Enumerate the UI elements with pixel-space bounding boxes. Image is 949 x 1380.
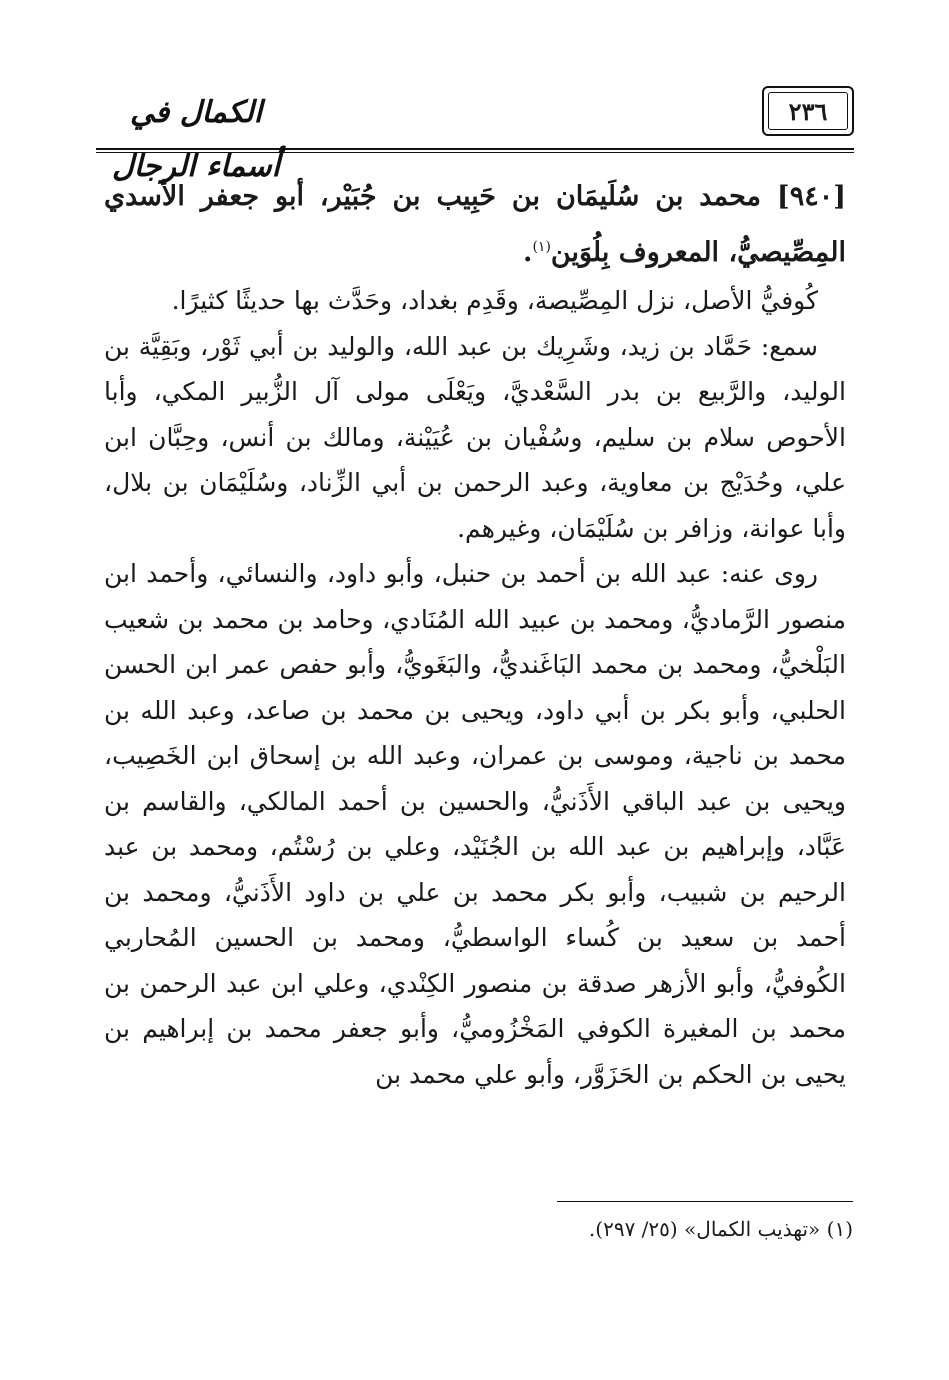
page-number-box xyxy=(762,86,854,136)
entry-heading-end: . xyxy=(523,237,533,268)
footnote: (١) «تهذيب الكمال» (٢٥/ ٢٩٧). xyxy=(588,1217,853,1241)
book-title: الكمال في أسماء الرجال xyxy=(111,95,281,184)
paragraph-students: روى عنه: عبد الله بن أحمد بن حنبل، وأبو داود، والنسائي، وأحمد ابن منصور الرَّماديُّ، ومحمد بن عبيد الله المُنَادي، وحامد بن محمد بن شعيب البَلْخيُّ، ومحمد بن محمد البَاغَنديُّ، والبَغَويُّ، وأبو حفص عمر ابن الحسن الحلبي، وأبو بكر بن أبي داود، ويحيى بن محمد بن صاعد، وعبد الله بن محمد بن ناجية، وموسى بن عمران، وعبد الله بن إسحاق ابن الخَصِيب، ويحيى بن عبد الباقي الأَذَنيُّ، والحسين بن أحمد المالكي، والقاسم بن عَبَّاد، وإبراهيم بن عبد الله بن الجُنَيْد، وعلي بن رُسْتُم، ومحمد بن عبد الرحيم بن شبيب، وأبو بكر محمد بن علي بن داود الأَذَنيُّ، ومحمد بن أحمد بن سعيد بن كُساء الواسطيُّ، ومحمد بن الحسين المُحاربي الكُوفيُّ، وأبو الأزهر صدقة بن منصور الكِنْدي، وعلي ابن عبد الرحمن بن محمد بن المغيرة الكوفي المَخْزُوميُّ، وأبو جعفر محمد بن إبراهيم بن يحيى بن الحكم بن الحَزَوَّر، وأبو علي محمد بن xyxy=(104,559,846,1089)
main-text xyxy=(104,172,846,1097)
header-rule-thin xyxy=(96,152,854,153)
paragraph-origin: كُوفيُّ الأصل، نزل المِصِّيصة، وقَدِم بغداد، وحَدَّث بها حديثًا كثيرًا. xyxy=(171,286,818,315)
footnote-rule xyxy=(557,1201,853,1202)
entry-heading xyxy=(104,172,846,278)
page-header xyxy=(96,78,854,184)
page-number: ٢٣٦ xyxy=(768,92,848,130)
entry-heading-text: [٩٤٠] محمد بن سُلَيمَان بن حَبِيب بن جُبَيْر، أبو جعفر الأسدي المِصِّيصيُّ، المعروف بِلُوَين xyxy=(104,181,846,268)
footnote-reference: (١) xyxy=(532,239,551,255)
header-rule xyxy=(96,148,854,150)
paragraph-teachers: سمع: حَمَّاد بن زيد، وشَرِيك بن عبد الله، والوليد بن أبي ثَوْر، وبَقِيَّة بن الوليد، والرَّبيع بن بدر السَّعْديَّ، ويَعْلَى مولى آل الزُّبير المكي، وأبا الأحوص سلام بن سليم، وسُفْيان بن عُيَيْنة، ومالك بن أنس، وحِبَّان ابن علي، وحُدَيْج بن معاوية، وعبد الرحمن بن أبي الزِّناد، وسُلَيْمَان بن بلال، وأبا عوانة، وزافر بن سُلَيْمَان، وغيرهم. xyxy=(104,331,846,543)
